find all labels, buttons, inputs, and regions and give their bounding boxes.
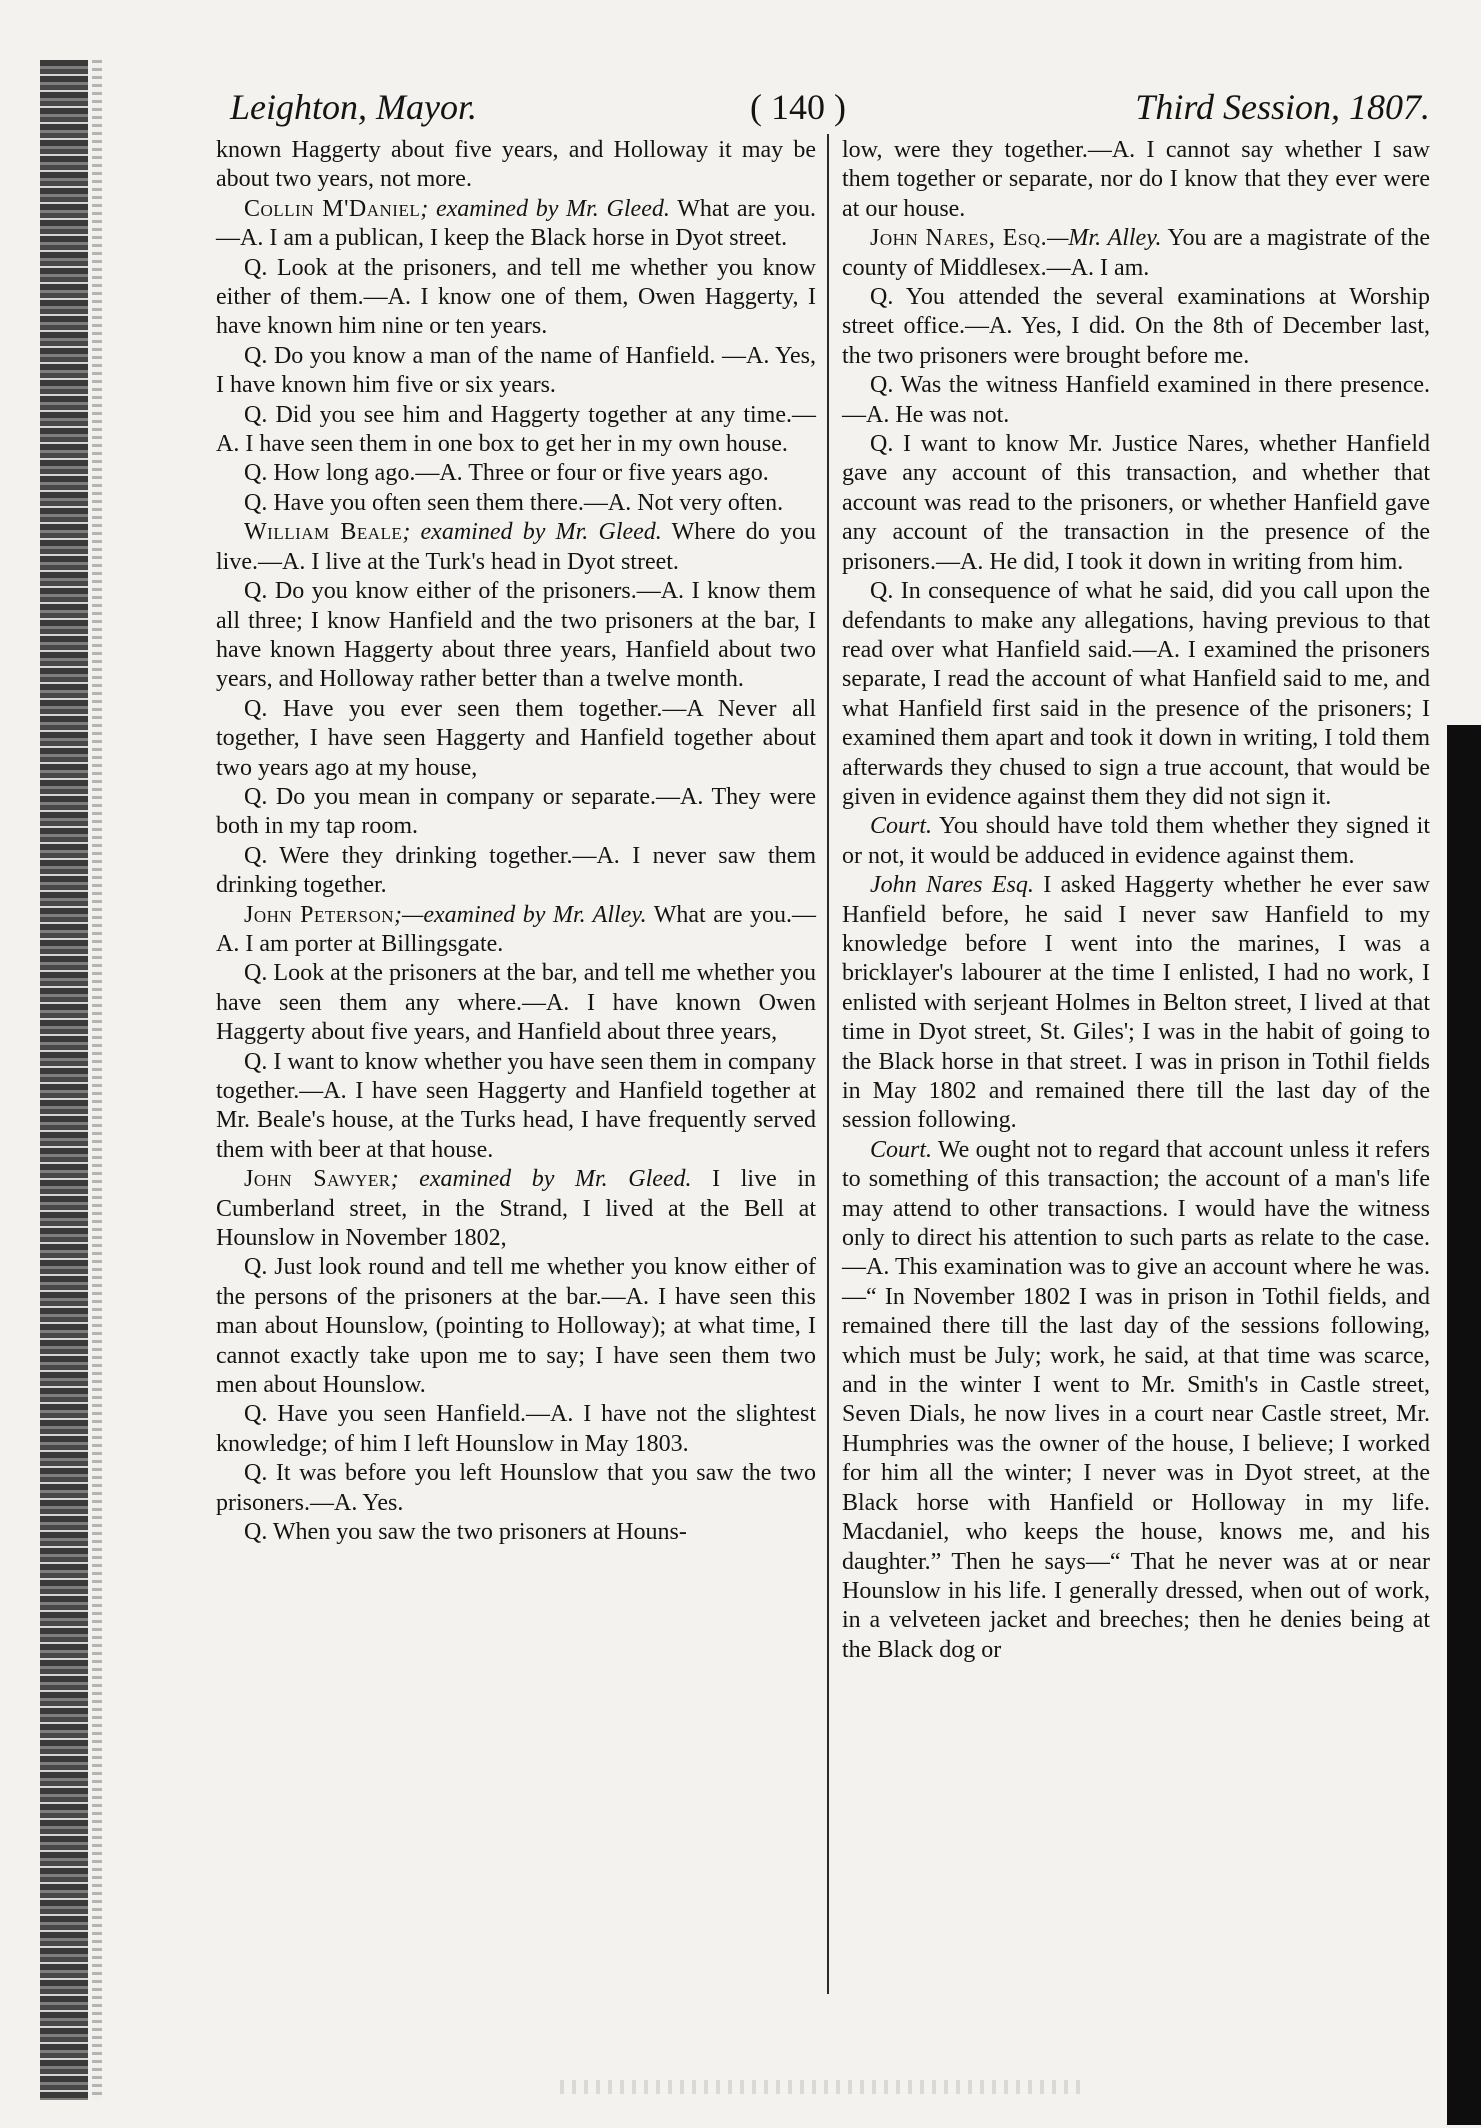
paragraph	[216, 518, 816, 577]
paragraph	[216, 901, 816, 960]
paragraph-text: Q. When you saw the two prisoners at Houns-	[244, 1519, 687, 1546]
binding-edge	[40, 60, 88, 2100]
paragraph-text: Q. In consequence of what he said, did you call upon the defendants to make any allegations, having previous to that read over what Hanfield said.—A. I examined the prisoners separate, I read the account of what Hanfield said to me, and what Hanfield first said in the presence of the prisoners; I examined them apart and took it down in writing, I told them afterwards they chused to sign a true account, that would be given in evidence against them they did not sign it.	[842, 578, 1430, 810]
scan-smudge	[560, 2080, 1080, 2094]
paragraph-text: What are you.—A. I am porter at Billingsgate.	[216, 901, 816, 957]
paragraph-text: Q. Have you often seen them there.—A. Not very often.	[244, 489, 784, 516]
paragraph-text: Q. I want to know whether you have seen them in company together.—A. I have seen Haggerty and Hanfield together at Mr. Beale's house, at the Turks head, I have frequently served them with beer at that house.	[216, 1048, 816, 1163]
paragraph-text: Q. How long ago.—A. Three or four or five years ago.	[244, 460, 769, 487]
running-header	[230, 82, 1430, 132]
right-column	[842, 136, 1430, 1665]
speaker-lead: Court.	[870, 813, 933, 840]
paragraph-text: known Haggerty about five years, and Holloway it may be about two years, not more.	[216, 137, 816, 193]
paragraph-text: You should have told them whether they signed it or not, it would be adduced in evidence against them.	[842, 813, 1430, 869]
left-column	[216, 136, 816, 1548]
paragraph-text: Q. Look at the prisoners at the bar, and tell me whether you have seen them any where.—A. I have known Owen Haggerty about five years, and Hanfield about three years,	[216, 960, 816, 1046]
paragraph-text: What are you.—A. I am a publican, I keep the Black horse in Dyot street.	[216, 195, 816, 252]
paragraph-text: Q. Did you see him and Haggerty together at any time.—A. I have seen them in one box to get her in my own house.	[216, 401, 816, 458]
paragraph	[842, 430, 1430, 577]
paragraph	[216, 1400, 816, 1459]
speaker-name: John Sawyer	[244, 1166, 391, 1193]
paragraph-text: Q. Were they drinking together.—A. I never saw them drinking together.	[216, 842, 816, 899]
paragraph-text: Q. Have you seen Hanfield.—A. I have not the slightest knowledge; of him I left Hounslow in May 1803.	[216, 1401, 816, 1457]
speaker-name: Collin M'Daniel	[244, 195, 421, 222]
binding-stitching	[92, 60, 102, 2100]
paragraph	[842, 577, 1430, 812]
paragraph-text: Q. Do you know either of the prisoners.—A. I know them all three; I know Hanfield and the two prisoners at the bar, I have known Haggerty about three years, Hanfield about two years, and Holloway rather better than a twelve month.	[216, 578, 816, 693]
paragraph	[216, 577, 816, 695]
paragraph	[216, 342, 816, 401]
paragraph	[216, 254, 816, 342]
speaker-lead: John Nares Esq.	[870, 872, 1034, 899]
speaker-name: John Nares, Esq.	[870, 225, 1048, 252]
page-number: ( 140 )	[750, 87, 846, 127]
paragraph-text: Q. Do you mean in company or separate.—A. They were both in my tap room.	[216, 783, 816, 840]
examiner-tag: ; examined by Mr. Gleed.	[402, 519, 662, 546]
speaker-name: William Beale	[244, 519, 403, 546]
paragraph-text: Where do you live.—A. I live at the Turk's head in Dyot street.	[216, 519, 817, 575]
scan-edge-bar	[1447, 725, 1481, 2125]
paragraph-text: You are a magistrate of the county of Middlesex.—A. I am.	[842, 225, 1431, 281]
paragraph	[216, 1253, 816, 1400]
paragraph	[216, 459, 816, 488]
paragraph-text: low, were they together.—A. I cannot say whether I saw them together or separate, nor do I know that they ever were at our house.	[842, 137, 1430, 222]
paragraph	[842, 136, 1430, 224]
paragraph	[842, 224, 1430, 283]
paragraph-text: Q. Was the witness Hanfield examined in there presence.—A. He was not.	[842, 372, 1430, 428]
paragraph	[216, 1459, 816, 1518]
paragraph-text: We ought not to regard that account unless it refers to something of this transaction; the account of a man's life may attend to other transactions. I would have the witness only to direct his attention to such parts as relate to the case.—A. This examination was to give an account where he was.—“ In November 1802 I was in prison in Tothil fields, and remained there till the last day of the sessions following, which must be July; work, he said, at that time was scarce, and in the winter I went to Mr. Smith's in Castle street, Seven Dials, he now lives in a court near Castle street, Mr. Humphries was the owner of the house, I believe; I worked for him all the winter; I never was in Dyot street, at the Black horse with Hanfield or Holloway in my life. Macdaniel, who keeps the house, knows me, and his daughter.” Then he says—“ That he never was at or near Hounslow in his life. I generally dressed, when out of work, in a velveteen jacket and breeches; then he denies being at the Black dog or	[842, 1136, 1430, 1663]
paragraph-text: Q. You attended the several examinations at Worship street office.—A. Yes, I did. On the 8th of December last, the two prisoners were brought before me.	[842, 284, 1430, 369]
speaker-lead: Court.	[870, 1136, 933, 1163]
column-divider	[827, 134, 829, 1994]
paragraph	[216, 1165, 816, 1253]
paragraph	[842, 371, 1430, 430]
paragraph	[216, 1048, 816, 1166]
paragraph	[216, 195, 816, 254]
header-right: Third Session, 1807.	[1135, 87, 1430, 127]
paragraph	[842, 812, 1430, 871]
paragraph-text: Q. Have you ever seen them together.—A Never all together, I have seen Haggerty and Hanfield together about two years ago at my house,	[216, 695, 816, 781]
paragraph	[842, 1136, 1430, 1665]
examiner-tag: ; examined by Mr. Gleed.	[390, 1166, 692, 1193]
paragraph-text: I asked Haggerty whether he ever saw Hanfield before, he said I never saw Hanfield to my knowledge before I went into the marines, I was a bricklayer's labourer at the time I enlisted, I had no work, I enlisted with serjeant Holmes in Belton street, I lived at that time in Dyot street, St. Giles'; I was in the habit of going to the Black horse in that street. I was in prison in Tothil fields in May 1802 and remained there till the last day of the session following.	[842, 872, 1430, 1134]
paragraph-text: Q. Look at the prisoners, and tell me whether you know either of them.—A. I know one of them, Owen Haggerty, I have known him nine or ten years.	[216, 254, 816, 340]
paragraph	[216, 695, 816, 783]
paragraph	[216, 489, 816, 518]
paragraph	[216, 783, 816, 842]
paragraph-text: I live in Cumberland street, in the Strand, I lived at the Bell at Hounslow in November 1802,	[216, 1166, 816, 1252]
paragraph	[216, 959, 816, 1047]
examiner-tag: ; examined by Mr. Gleed.	[420, 195, 670, 222]
paragraph	[842, 283, 1430, 371]
header-left: Leighton, Mayor.	[230, 87, 477, 127]
paragraph-text: Q. I want to know Mr. Justice Nares, whether Hanfield gave any account of this transaction, and whether that account was read to the prisoners, or whether Hanfield gave any account of the transaction in the presence of the prisoners.—A. He did, I took it down in writing from him.	[842, 431, 1430, 575]
paragraph	[216, 401, 816, 460]
paragraph-text: Q. It was before you left Hounslow that you saw the two prisoners.—A. Yes.	[216, 1460, 816, 1516]
paragraph	[216, 842, 816, 901]
paragraph	[216, 1518, 816, 1547]
speaker-name: John Peterson	[244, 901, 395, 928]
examiner-tag: ;—examined by Mr. Alley.	[394, 901, 647, 928]
paragraph-text: Q. Do you know a man of the name of Hanfield. —A. Yes, I have known him five or six years.	[216, 342, 816, 399]
paragraph	[842, 871, 1430, 1136]
paragraph-text: Q. Just look round and tell me whether you know either of the persons of the prisoners at the bar.—A. I have seen this man about Hounslow, (pointing to Holloway); at what time, I cannot exactly take upon me to say; I have seen them two men about Hounslow.	[216, 1254, 816, 1399]
paragraph	[216, 136, 816, 195]
examiner-tag: —Mr. Alley.	[1047, 225, 1162, 252]
